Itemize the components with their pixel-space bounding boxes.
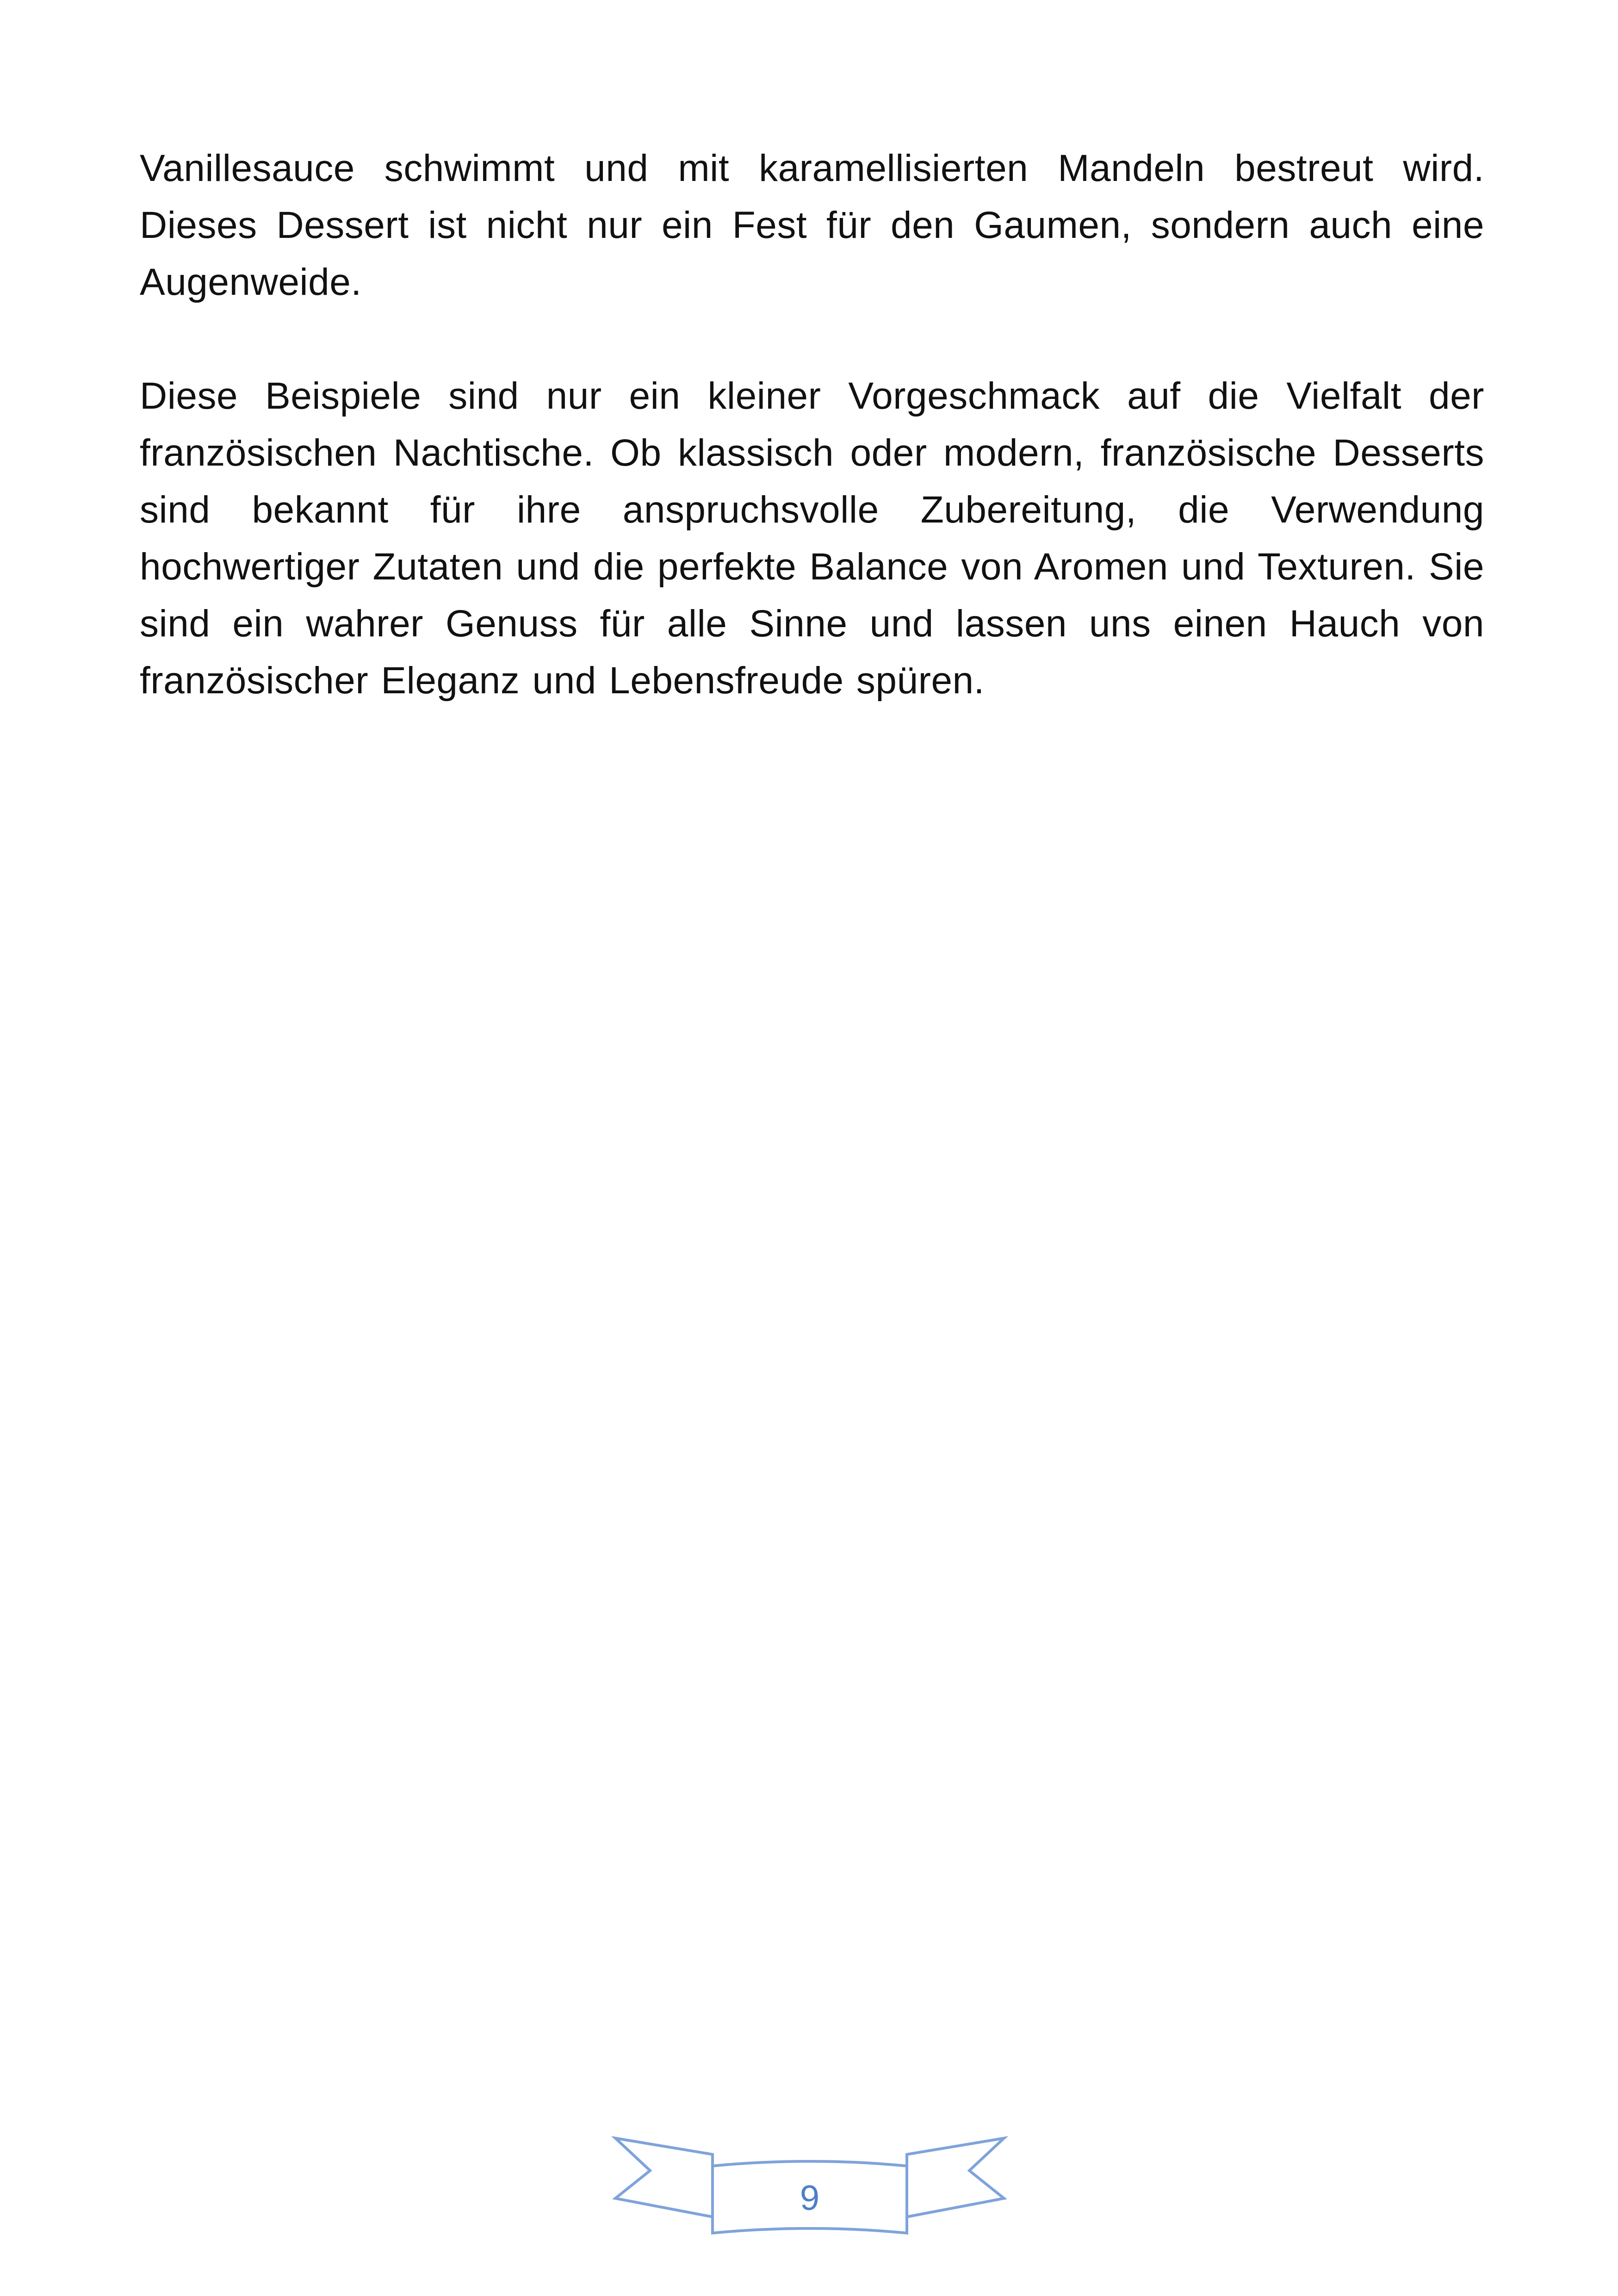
page-footer	[611, 2129, 1009, 2249]
body-text	[140, 140, 1484, 709]
paragraph: Vanillesauce schwimmt und mit karamellisierten Mandeln bestreut wird. Dieses Dessert ist nicht nur ein Fest für den Gaumen, sondern auch eine Augenweide.	[140, 147, 1484, 303]
page-number: 9	[800, 2178, 820, 2218]
paragraph: Diese Beispiele sind nur ein kleiner Vorgeschmack auf die Vielfalt der französischen Nachtische. Ob klassisch oder modern, französische Desserts sind bekannt für ihre anspruchsvolle Zubereitung, die Verwendung hochwertiger Zutaten und die perfekte Balance von Aromen und Texturen. Sie sind ein wahrer Genuss für alle Sinne und lassen uns einen Hauch von französischer Eleganz und Lebensfreude spüren.	[140, 375, 1484, 702]
